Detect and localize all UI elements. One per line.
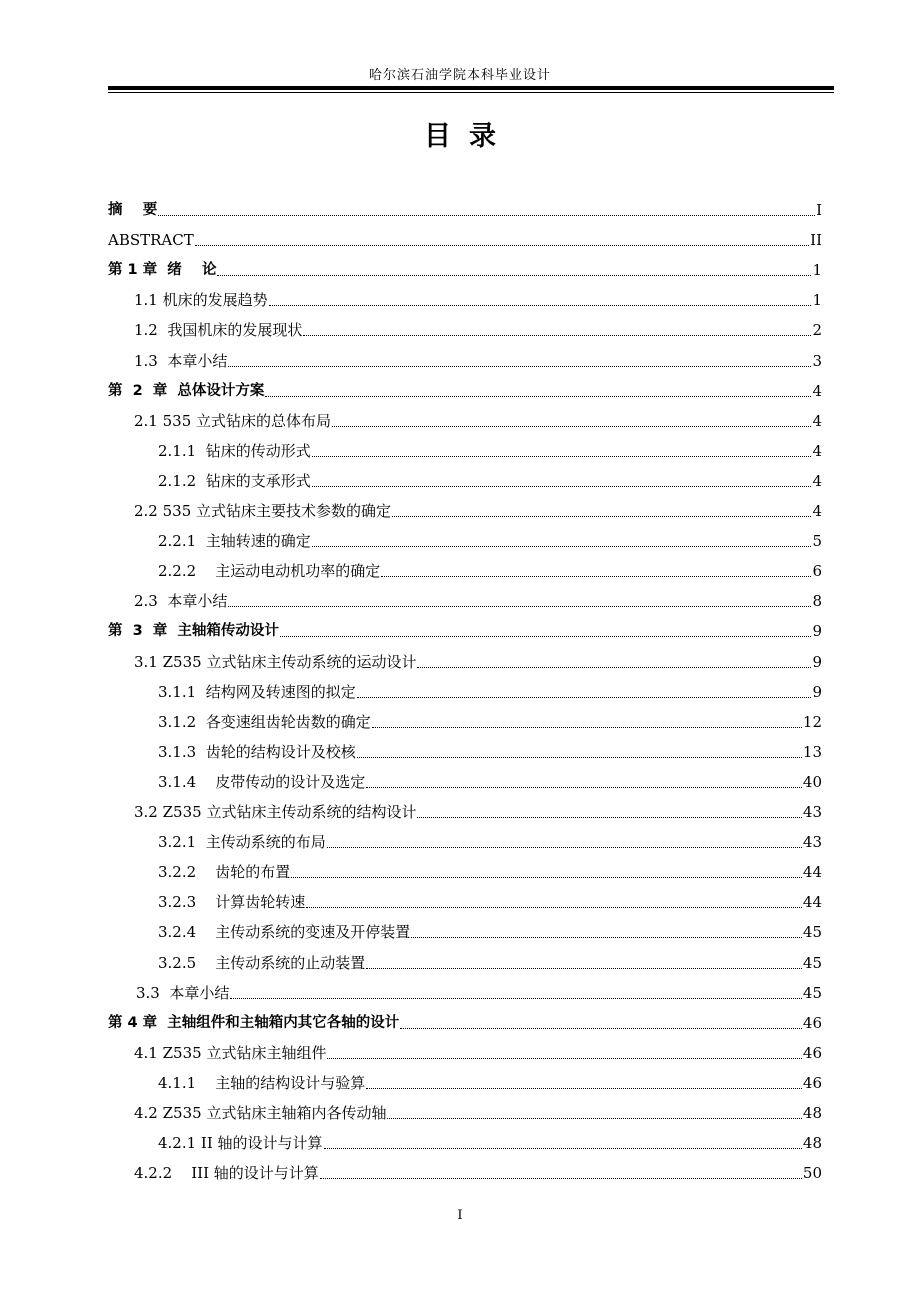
toc-dot-leader bbox=[265, 396, 811, 397]
toc-entry[interactable] bbox=[158, 464, 822, 490]
toc-entry-label: 3.2.3 计算齿轮转速 bbox=[158, 893, 306, 912]
toc-entry-page: 43 bbox=[802, 803, 822, 821]
toc-entry-page: 9 bbox=[812, 682, 822, 701]
toc-entry-label: 3.3 本章小结 bbox=[136, 983, 230, 1002]
toc-entry-label: 3.1.3 齿轮的结构设计及校核 bbox=[158, 742, 356, 761]
toc-entry-page: 4 bbox=[812, 471, 822, 490]
toc-entry[interactable] bbox=[158, 705, 822, 731]
toc-dot-leader bbox=[387, 1118, 801, 1119]
toc-entry-label: 1.1 机床的发展趋势 bbox=[134, 291, 268, 310]
toc-entry-label: 2.1.2 钻床的支承形式 bbox=[158, 471, 311, 490]
toc-entry-page: 9 bbox=[812, 622, 822, 641]
toc-entry-label: 第 3 章 主轴箱传动设计 bbox=[108, 623, 279, 640]
toc-entry-page: 43 bbox=[802, 833, 822, 852]
toc-entry-label: 2.1.1 钻床的传动形式 bbox=[158, 441, 311, 460]
toc-entry[interactable] bbox=[158, 946, 822, 972]
toc-entry-label: 4.2.2 III 轴的设计与计算 bbox=[134, 1164, 319, 1183]
toc-dot-leader bbox=[228, 366, 811, 367]
toc-dot-leader bbox=[158, 215, 815, 216]
toc-dot-leader bbox=[366, 1088, 802, 1089]
toc-entry-label: 1.2 我国机床的发展现状 bbox=[134, 321, 303, 340]
toc-entry[interactable] bbox=[134, 344, 822, 370]
toc-entry[interactable] bbox=[134, 795, 822, 821]
page-title: 目录 bbox=[424, 121, 514, 152]
toc-entry[interactable] bbox=[158, 825, 822, 851]
toc-entry[interactable] bbox=[158, 885, 822, 911]
toc-entry-page: 4 bbox=[812, 502, 822, 520]
toc-dot-leader bbox=[230, 998, 802, 999]
footer-page-number: I bbox=[457, 1208, 463, 1223]
toc-dot-leader bbox=[306, 907, 802, 908]
toc-entry-page: 45 bbox=[802, 983, 822, 1002]
toc-entry-label: 3.2.4 主传动系统的变速及开停装置 bbox=[158, 923, 411, 942]
toc-dot-leader bbox=[280, 636, 812, 637]
toc-entry-label: 4.1 Z535 立式钻床主轴组件 bbox=[134, 1043, 327, 1062]
toc-entry[interactable] bbox=[108, 1006, 822, 1032]
toc-dot-leader bbox=[417, 817, 801, 818]
toc-dot-leader bbox=[228, 606, 811, 607]
toc-entry[interactable] bbox=[158, 524, 822, 550]
toc-entry-label: 摘 要 bbox=[108, 202, 158, 218]
toc-dot-leader bbox=[357, 697, 812, 698]
toc-entry-page: 45 bbox=[802, 923, 822, 942]
toc-entry[interactable] bbox=[108, 193, 822, 219]
toc-entry-page: 48 bbox=[802, 1104, 822, 1122]
toc-dot-leader bbox=[312, 546, 812, 547]
toc-dot-leader bbox=[269, 305, 812, 306]
toc-entry-label: ABSTRACT bbox=[108, 231, 194, 250]
toc-entry[interactable] bbox=[134, 1096, 822, 1122]
toc-entry-label: 2.1 535 立式钻床的总体布局 bbox=[134, 411, 332, 430]
toc-entry[interactable] bbox=[134, 313, 822, 339]
toc-entry-page: 46 bbox=[802, 1073, 822, 1092]
toc-entry-page: 50 bbox=[802, 1164, 822, 1183]
toc-entry[interactable] bbox=[134, 645, 822, 671]
toc-entry[interactable] bbox=[158, 675, 822, 701]
toc-dot-leader bbox=[327, 847, 802, 848]
toc-dot-leader bbox=[417, 667, 811, 668]
toc-entry-label: 3.2.5 主传动系统的止动装置 bbox=[158, 953, 366, 972]
toc-entry-label: 3.2.2 齿轮的布置 bbox=[158, 863, 291, 882]
toc-entry-page: 12 bbox=[802, 712, 822, 731]
toc-entry-label: 2.3 本章小结 bbox=[134, 592, 228, 611]
toc-entry-page: 3 bbox=[812, 351, 822, 370]
toc-entry-page: 8 bbox=[812, 592, 822, 611]
toc-entry-page: 46 bbox=[802, 1043, 822, 1062]
toc-entry-page: 2 bbox=[812, 321, 822, 340]
toc-entry-page: 4 bbox=[812, 441, 822, 460]
toc-dot-leader bbox=[320, 1178, 802, 1179]
toc-entry-label: 第 1 章 绪 论 bbox=[108, 262, 217, 279]
toc-dot-leader bbox=[392, 516, 811, 517]
toc-entry[interactable] bbox=[134, 584, 822, 610]
toc-entry-label: 2.2.2 主运动电动机功率的确定 bbox=[158, 562, 381, 581]
toc-entry[interactable] bbox=[158, 915, 822, 941]
toc-entry-label: 3.1.1 结构网及转速图的拟定 bbox=[158, 682, 356, 701]
toc-entry-page: II bbox=[810, 231, 822, 250]
toc-entry[interactable] bbox=[158, 554, 822, 580]
toc-entry-page: 6 bbox=[812, 562, 822, 581]
toc-entry-label: 第 4 章 主轴组件和主轴箱内其它各轴的设计 bbox=[108, 1014, 400, 1031]
toc-entry[interactable] bbox=[108, 253, 822, 279]
toc-entry[interactable] bbox=[158, 434, 822, 460]
toc-dot-leader bbox=[291, 877, 802, 878]
toc-entry-label: 4.2 Z535 立式钻床主轴箱内各传动轴 bbox=[134, 1104, 387, 1122]
toc-dot-leader bbox=[327, 1058, 801, 1059]
toc-dot-leader bbox=[366, 787, 802, 788]
toc-entry-label: 3.1.2 各变速组齿轮齿数的确定 bbox=[158, 712, 371, 731]
toc-entry-label: 3.1.4 皮带传动的设计及选定 bbox=[158, 772, 366, 791]
toc-dot-leader bbox=[195, 245, 809, 246]
toc-dot-leader bbox=[324, 1148, 802, 1149]
page-header: 哈尔滨石油学院本科毕业设计 bbox=[368, 68, 551, 83]
toc-entry[interactable] bbox=[134, 1156, 822, 1182]
toc-dot-leader bbox=[332, 426, 811, 427]
toc-entry[interactable] bbox=[108, 614, 822, 640]
toc-entry-page: 1 bbox=[812, 261, 822, 280]
toc-dot-leader bbox=[400, 1028, 802, 1029]
toc-entry[interactable] bbox=[134, 1036, 822, 1062]
toc-entry[interactable] bbox=[108, 374, 822, 400]
toc-dot-leader bbox=[357, 757, 802, 758]
toc-dot-leader bbox=[381, 576, 811, 577]
toc-entry[interactable] bbox=[158, 765, 822, 791]
toc-entry-page: 13 bbox=[802, 742, 822, 761]
toc-dot-leader bbox=[312, 456, 812, 457]
toc-dot-leader bbox=[312, 486, 812, 487]
toc-dot-leader bbox=[217, 275, 811, 276]
toc-entry-page: 4 bbox=[812, 381, 822, 400]
toc-entry[interactable] bbox=[158, 735, 822, 761]
toc-entry-page: 5 bbox=[812, 532, 822, 551]
toc-entry-page: 4 bbox=[812, 411, 822, 430]
toc-entry-page: 44 bbox=[802, 863, 822, 882]
toc-entry[interactable] bbox=[108, 223, 822, 249]
toc-entry[interactable] bbox=[134, 494, 822, 520]
toc-entry[interactable] bbox=[158, 1066, 822, 1092]
toc-entry-label: 4.2.1 II 轴的设计与计算 bbox=[158, 1134, 323, 1153]
toc-entry-label: 4.1.1 主轴的结构设计与验算 bbox=[158, 1073, 366, 1092]
toc-dot-leader bbox=[372, 727, 802, 728]
toc-entry-page: 45 bbox=[802, 953, 822, 972]
toc-entry-page: I bbox=[816, 201, 822, 219]
toc-entry-page: 44 bbox=[802, 893, 822, 912]
toc-entry-page: 9 bbox=[812, 652, 822, 671]
toc-entry-label: 3.1 Z535 立式钻床主传动系统的运动设计 bbox=[134, 652, 417, 671]
toc-entry-label: 3.2.1 主传动系统的布局 bbox=[158, 833, 326, 852]
toc-entry-page: 1 bbox=[812, 291, 822, 310]
toc-entry[interactable] bbox=[158, 855, 822, 881]
toc-entry-label: 2.2 535 立式钻床主要技术参数的确定 bbox=[134, 502, 392, 520]
toc-entry-label: 3.2 Z535 立式钻床主传动系统的结构设计 bbox=[134, 803, 417, 821]
toc-entry-page: 40 bbox=[802, 772, 822, 791]
toc-entry-label: 2.2.1 主轴转速的确定 bbox=[158, 532, 311, 551]
toc-dot-leader bbox=[366, 968, 802, 969]
toc-dot-leader bbox=[411, 937, 802, 938]
toc-entry[interactable] bbox=[136, 976, 822, 1002]
toc-entry[interactable] bbox=[134, 283, 822, 309]
toc-entry-label: 1.3 本章小结 bbox=[134, 351, 228, 370]
toc-entry-page: 46 bbox=[802, 1013, 822, 1032]
toc-entry-page: 48 bbox=[802, 1134, 822, 1153]
toc-entry-label: 第 2 章 总体设计方案 bbox=[108, 382, 265, 399]
toc-entry[interactable] bbox=[158, 1126, 822, 1152]
toc-entry[interactable] bbox=[134, 404, 822, 430]
toc-dot-leader bbox=[303, 335, 811, 336]
